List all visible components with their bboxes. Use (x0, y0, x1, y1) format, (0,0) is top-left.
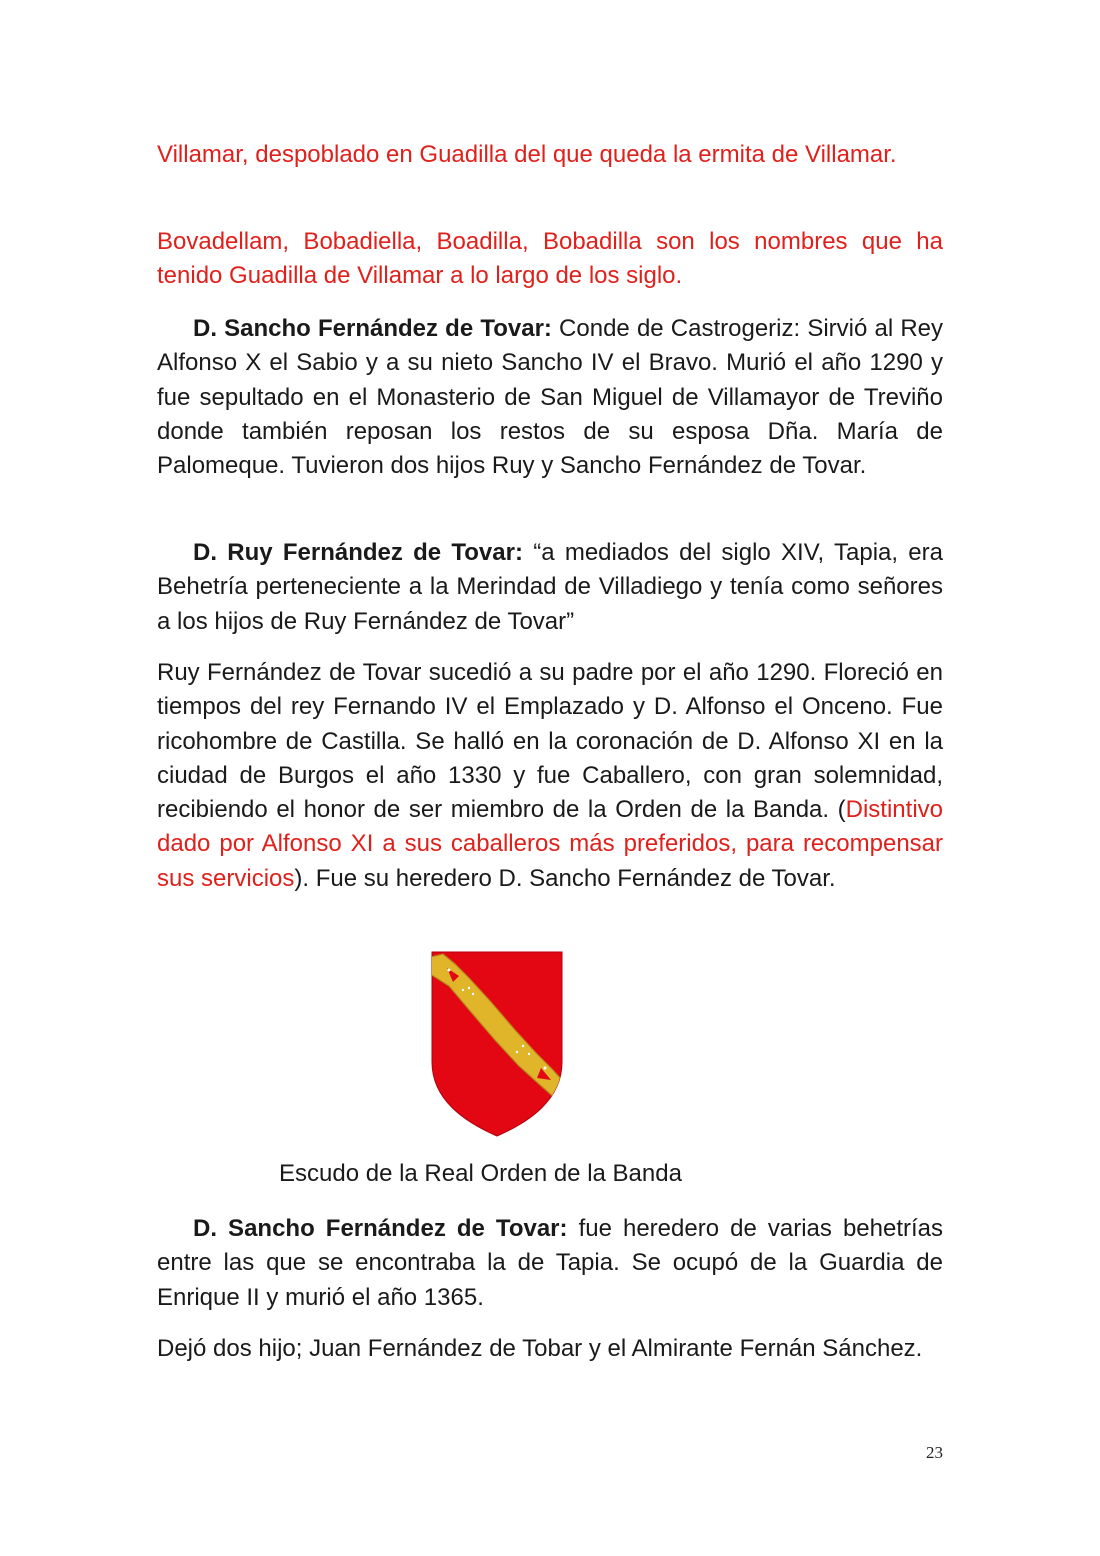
section-heading: D. Sancho Fernández de Tovar: (193, 315, 552, 342)
paragraph-hijos: Dejó dos hijo; Juan Fernández de Tobar y el Almirante Fernán Sánchez. (157, 1335, 923, 1362)
section-heading: D. Sancho Fernández de Tovar: (193, 1215, 568, 1242)
paragraph-text: ). Fue su heredero D. Sancho Fernández de Tovar. (294, 864, 836, 892)
paragraph-villamar: Villamar, despoblado en Guadilla del que queda la ermita de Villamar. (157, 141, 897, 168)
distintivo-note: Distintivo dado por Alfonso XI a sus caballeros más preferidos, para recompensar sus servicios (157, 796, 943, 892)
page-number: 23 (926, 1443, 943, 1462)
paragraph-text: Conde de Castrogeriz: Sirvió al Rey Alfonso X el Sabio y a su nieto Sancho IV el Bravo. Murió el año 1290 y fue sepultado en el Monasterio de San Miguel de Villamayor de Treviño donde también reposan los restos de su esposa Dña. María de Palomeque. Tuvieron dos hijos Ruy y Sancho Fernández de Tovar. (157, 315, 944, 480)
paragraph-sancho-fernandez-2 (157, 1212, 943, 1315)
section-heading: D. Ruy Fernández de Tovar: (193, 539, 523, 566)
paragraph-sancho-fernandez-1 (157, 312, 943, 483)
coat-of-arms-image (429, 950, 565, 1138)
paragraph-text: fue heredero de varias behetrías entre las que se encontraba la de Tapia. Se ocupó de la Guardia de Enrique II y murió el año 1365. (157, 1215, 944, 1311)
figure-caption: Escudo de la Real Orden de la Banda (279, 1160, 682, 1187)
paragraph-bobadilla-names: Bovadellam, Bobadiella, Boadilla, Bobadilla son los nombres que ha tenido Guadilla de Villamar a lo largo de los siglo. (157, 228, 943, 290)
paragraph-ruy-sucesion (157, 656, 943, 896)
paragraph-ruy-fernandez (157, 536, 943, 639)
paragraph-text: Ruy Fernández de Tovar sucedió a su padre por el año 1290. Floreció en tiempos del rey Fernando IV el Emplazado y D. Alfonso el Onceno. Fue ricohombre de Castilla. Se halló en la coronación de D. Alfonso XI en la ciudad de Burgos el año 1330 y fue Caballero, con gran solemnidad, recibiendo el honor de ser miembro de la Orden de la Banda. ( (157, 659, 943, 824)
paragraph-text: “a mediados del siglo XIV, Tapia, era Behetría perteneciente a la Merindad de Villadiego y tenía como señores a los hijos de Ruy Fernández de Tovar” (157, 539, 943, 635)
